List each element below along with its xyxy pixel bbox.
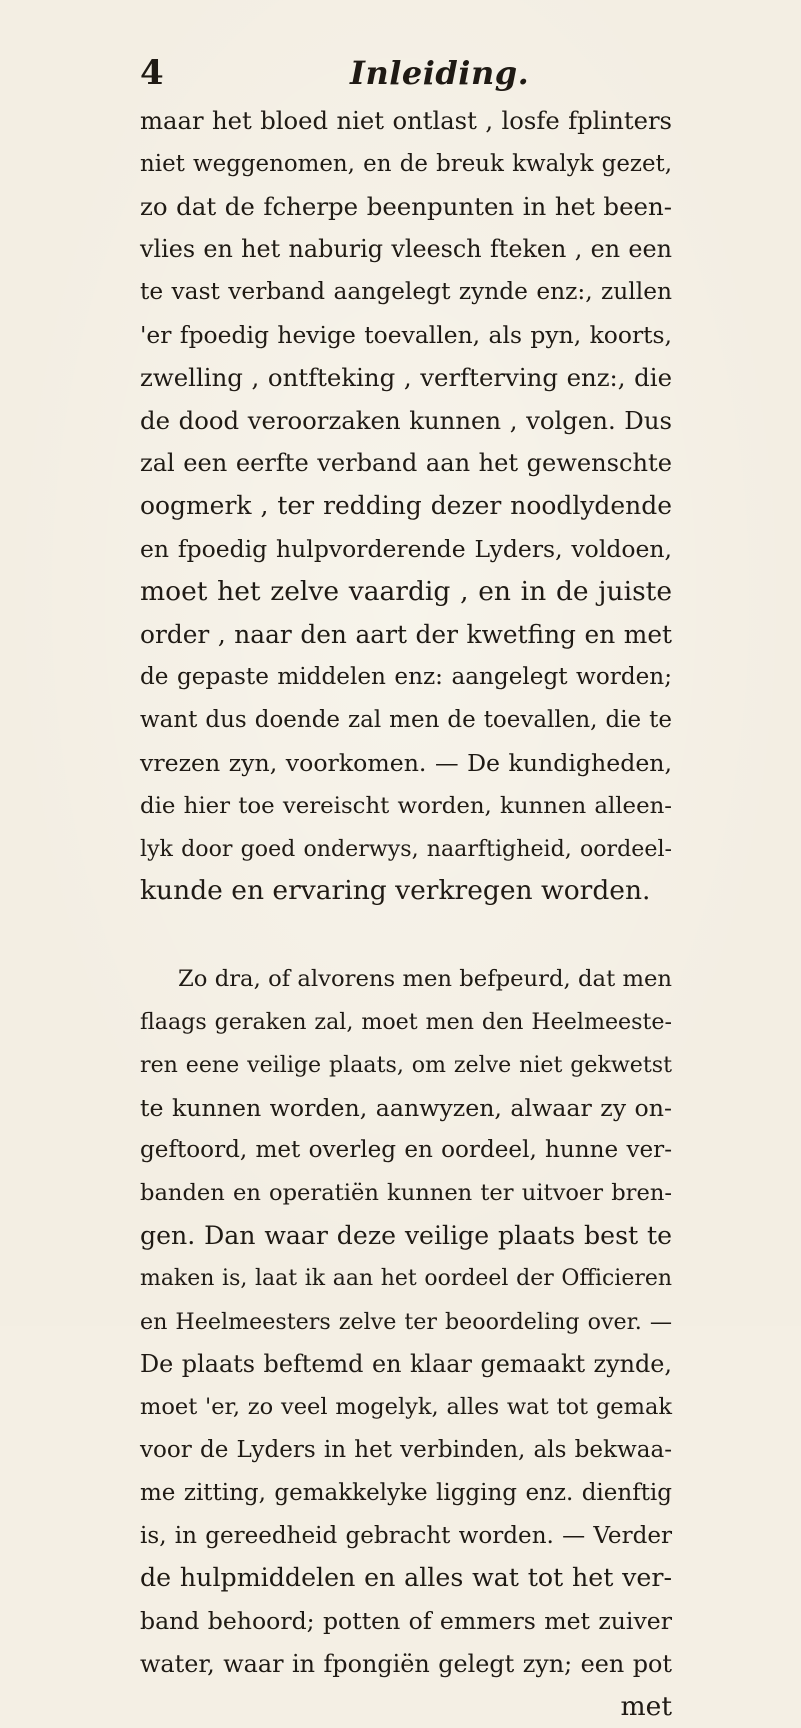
text-line: te vast verband aangelegt zynde enz:, zullen <box>140 278 672 306</box>
text-line: geftoord, met overleg en oordeel, hunne ver- <box>140 1137 672 1164</box>
text-line: maken is, laat ik aan het oordeel der Officieren <box>140 1265 672 1291</box>
text-line: 'er fpoedig hevige toevallen, als pyn, koorts, <box>140 320 672 349</box>
text-line: De plaats beftemd en klaar gemaakt zynde, <box>140 1350 672 1379</box>
catchword: met <box>620 1690 672 1722</box>
text-line: moet het zelve vaardig , en in de juiste <box>140 575 672 607</box>
text-line: de gepaste middelen enz: aangelegt worden; <box>140 664 672 691</box>
text-line: zo dat de fcherpe beenpunten in het been- <box>140 191 672 221</box>
text-line: ren eene veilige plaats, om zelve niet gekwetst <box>140 1051 672 1078</box>
text-line: de dood veroorzaken kunnen , volgen. Dus <box>140 405 672 435</box>
text-line: gen. Dan waar deze veilige plaats best te <box>140 1220 672 1250</box>
text-line: vlies en het naburig vleesch fteken , en een <box>140 235 672 264</box>
paragraph-gap <box>140 913 672 958</box>
text-line: zal een eerfte verband aan het gewenschte <box>140 449 672 478</box>
text-line: niet weggenomen, en de breuk kwalyk gezet, <box>140 150 672 177</box>
running-head: Inleiding. <box>350 54 530 92</box>
text-line: en fpoedig hulpvorderende Lyders, voldoen, <box>140 534 672 563</box>
text-line: band behoord; potten of emmers met zuiver <box>140 1607 672 1636</box>
text-line: want dus doende zal men de toevallen, die te <box>140 707 672 734</box>
page-header <box>140 48 680 98</box>
text-line: order , naar den aart der kwetfing en met <box>140 619 672 649</box>
text-line: die hier toe vereischt worden, kunnen alleen- <box>140 792 672 819</box>
text-line: oogmerk , ter redding dezer noodlydende <box>140 491 672 521</box>
text-line: vrezen zyn, voorkomen. — De kundigheden, <box>140 748 672 777</box>
text-line: moet 'er, zo veel mogelyk, alles wat tot gemak <box>140 1394 672 1421</box>
text-line: te kunnen worden, aanwyzen, alwaar zy on- <box>140 1093 672 1122</box>
body-text <box>140 100 672 1728</box>
text-line: me zitting, gemakkelyke ligging enz. dienftig <box>140 1479 672 1506</box>
text-line: Zo dra, of alvorens men befpeurd, dat men <box>178 966 672 993</box>
paragraph-2 <box>140 958 672 1686</box>
text-line: banden en operatiën kunnen ter uitvoer bren- <box>140 1180 672 1207</box>
text-line: voor de Lyders in het verbinden, als bekwaa- <box>140 1436 672 1463</box>
text-line: lyk door goed onderwys, naarftigheid, oordeel- <box>140 835 672 862</box>
text-line: zwelling , ontfteking , verfterving enz:, die <box>140 362 672 392</box>
text-line: flaags geraken zal, moet men den Heelmeeste- <box>140 1008 672 1035</box>
text-line: kunde en ervaring verkregen worden. <box>140 875 651 907</box>
text-line: de hulpmiddelen en alles wat tot het ver- <box>140 1563 672 1593</box>
page-number: 4 <box>140 53 164 93</box>
text-line: is, in gereedheid gebracht worden. — Verder <box>140 1522 672 1549</box>
text-line: maar het bloed niet ontlast , losfe fplinters <box>140 106 672 135</box>
paragraph-1 <box>140 100 672 913</box>
text-line: en Heelmeesters zelve ter beoordeling over. — <box>140 1308 672 1335</box>
text-line: water, waar in fpongiën gelegt zyn; een pot <box>140 1649 672 1678</box>
